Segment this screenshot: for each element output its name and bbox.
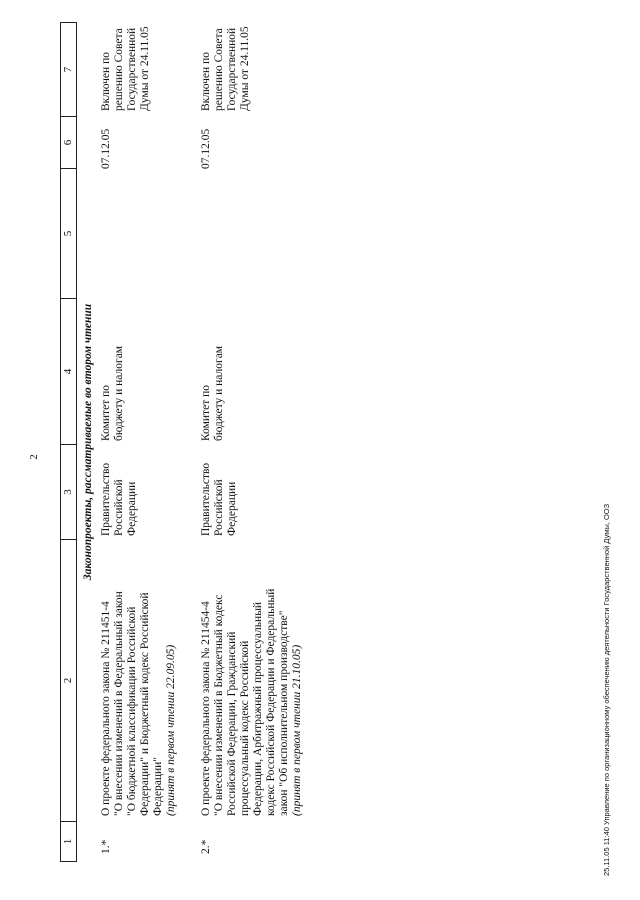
status-line: Государственной [126, 27, 138, 111]
consideration-date: 07.12.05 [100, 128, 112, 169]
bill-title-line: Федерации, Арбитражный процессуальный [252, 601, 264, 816]
inclusion-status [200, 23, 252, 111]
page-number: 2 [28, 454, 40, 460]
committee-line: бюджету и налогам [213, 345, 225, 441]
bill-title [200, 540, 304, 816]
initiator [200, 446, 239, 536]
initiator-line: Федерации [126, 481, 138, 536]
row-number: 1.* [100, 839, 112, 854]
responsible-committee [100, 301, 126, 441]
initiator-line: Федерации [226, 481, 238, 536]
status-line: решению Совета [213, 28, 225, 111]
inclusion-status [100, 23, 152, 111]
column-number-5: 5 [61, 168, 76, 298]
column-number-header [60, 22, 77, 862]
consideration-date: 07.12.05 [200, 128, 212, 169]
section-title: Законопроекты, рассматриваемые во втором чтении [82, 303, 94, 581]
column-number-3: 3 [61, 444, 76, 539]
committee-line: Комитет по [100, 385, 112, 441]
status-line: Государственной [226, 27, 238, 111]
first-reading-note: (принят в первом чтении 22.09.05) [165, 644, 177, 816]
bill-title-line: О проекте федерального закона № 211454-4 [200, 601, 212, 816]
committee-line: Комитет по [200, 385, 212, 441]
agenda-table [60, 22, 600, 862]
bill-title-line: О проекте федерального закона № 211451-4 [100, 601, 112, 816]
initiator-line: Правительство [200, 462, 212, 536]
status-line: Включен по [200, 52, 212, 111]
bill-title [100, 540, 178, 816]
initiator-line: Российской [113, 479, 125, 536]
bill-title-line: "О внесении изменений в Бюджетный кодекс [213, 594, 225, 816]
column-number-2: 2 [61, 539, 76, 821]
initiator [100, 446, 139, 536]
bill-title-line: процессуальный кодекс Российской [239, 640, 251, 816]
bill-title-line: Федерации" [152, 756, 164, 816]
bill-title-line: кодекс Российской Федерации и Федеральный [265, 588, 277, 816]
column-number-4: 4 [61, 298, 76, 444]
bill-title-line: Федерации" и Бюджетный кодекс Российской [139, 592, 151, 816]
status-line: Думы от 24.11.05 [139, 26, 151, 111]
initiator-line: Российской [213, 479, 225, 536]
status-line: решению Совета [113, 28, 125, 111]
bill-title-line: Российской Федерации, Гражданский [226, 631, 238, 816]
committee-line: бюджету и налогам [113, 345, 125, 441]
bill-title-line: "О внесении изменений в Федеральный закон [113, 591, 125, 816]
column-number-6: 6 [61, 116, 76, 168]
column-number-7: 7 [62, 66, 74, 73]
status-line: Думы от 24.11.05 [239, 26, 251, 111]
row-number: 2.* [200, 839, 212, 854]
first-reading-note: (принят в первом чтении 21.10.05) [291, 644, 303, 816]
column-number-1: 1 [61, 821, 76, 861]
bill-title-line: закон "Об исполнительном производстве" [278, 610, 290, 816]
bill-title-line: "О бюджетной классификации Российской [126, 606, 138, 816]
initiator-line: Правительство [100, 462, 112, 536]
status-line: Включен по [100, 52, 112, 111]
responsible-committee [200, 301, 226, 441]
print-footer: 25.11.05 11:40 Управление по организационному обеспечению деятельности Государственной Думы, ООЗ [602, 503, 611, 876]
